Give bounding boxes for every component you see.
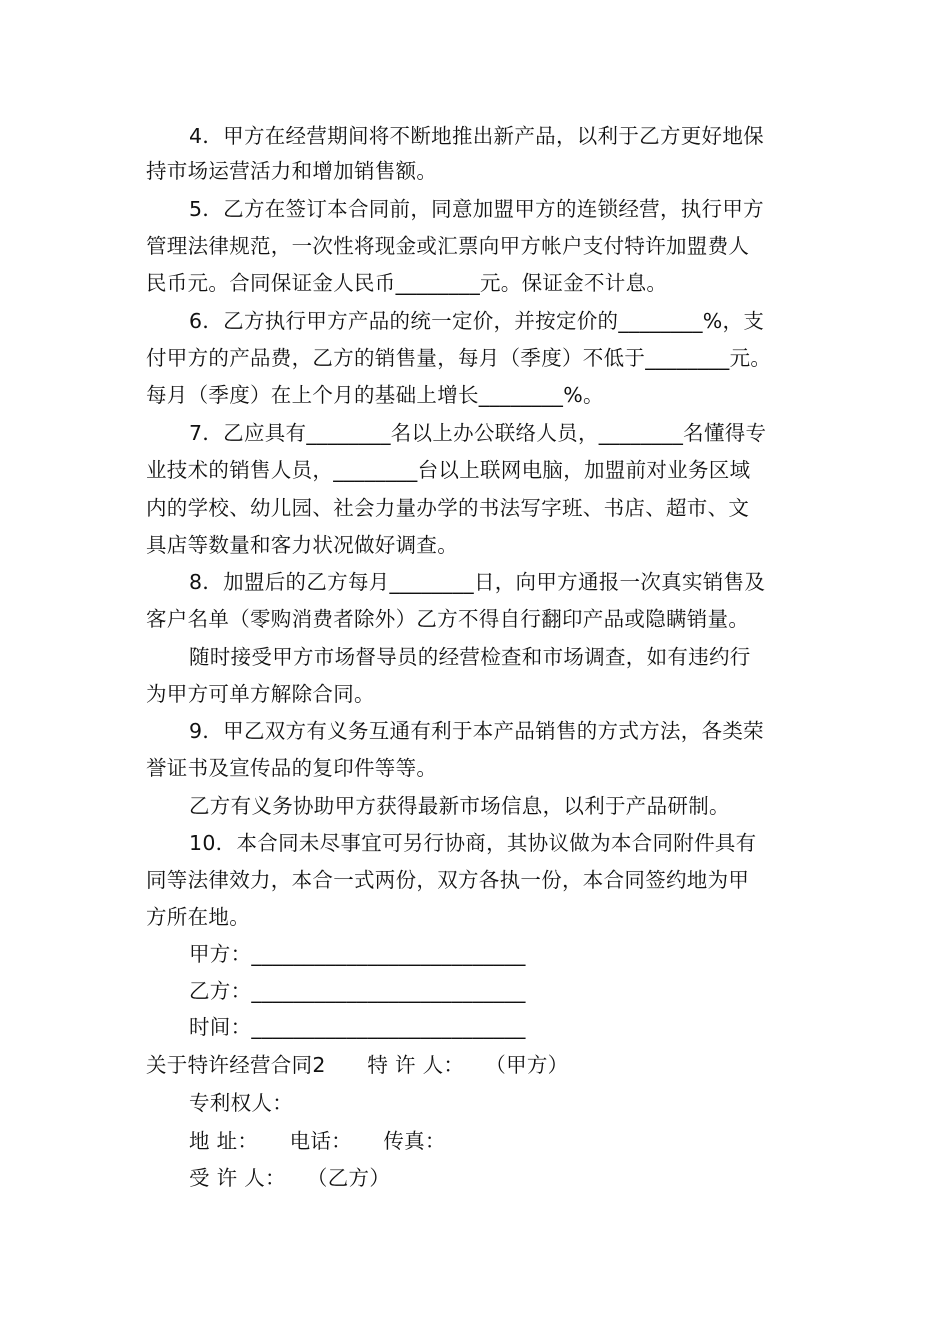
address-contact-line: 地 址： 电话： 传真： xyxy=(189,1129,446,1153)
contract-2-heading: 关于特许经营合同2 特 许 人： （甲方） xyxy=(146,1053,569,1077)
para-9-line-2: 誉证书及宣传品的复印件等等。 xyxy=(146,756,438,780)
para-4-line-2: 持市场运营活力和增加销售额。 xyxy=(146,159,438,183)
para-6-line-3: 每月（季度）在上个月的基础上增长________%。 xyxy=(146,383,604,407)
para-7-line-1: 7．乙应具有________名以上办公联络人员，________名懂得专 xyxy=(189,421,767,445)
para-7-line-2: 业技术的销售人员，________台以上联网电脑，加盟前对业务区域 xyxy=(146,458,751,482)
para-4-line-1: 4．甲方在经营期间将不断地推出新产品，以利于乙方更好地保 xyxy=(189,124,764,148)
para-9-line-1: 9．甲乙双方有义务互通有利于本产品销售的方式方法，各类荣 xyxy=(189,719,764,743)
para-10-line-2: 同等法律效力，本合一式两份，双方各执一份，本合同签约地为甲 xyxy=(146,868,750,892)
para-8-line-1: 8．加盟后的乙方每月________日，向甲方通报一次真实销售及 xyxy=(189,570,766,594)
para-7-line-4: 具店等数量和客力状况做好调查。 xyxy=(146,533,458,557)
para-6-line-1: 6．乙方执行甲方产品的统一定价，并按定价的________%，支 xyxy=(189,309,765,333)
para-5-line-2: 管理法律规范，一次性将现金或汇票向甲方帐户支付特许加盟费人 xyxy=(146,234,750,258)
patent-holder-line: 专利权人： xyxy=(189,1091,293,1115)
para-10-line-1: 10．本合同未尽事宜可另行协商，其协议做为本合同附件具有 xyxy=(189,831,757,855)
para-5-line-3: 民币元。合同保证金人民币________元。保证金不计息。 xyxy=(146,271,668,295)
para-6-line-2: 付甲方的产品费，乙方的销售量，每月（季度）不低于________元。 xyxy=(146,346,772,370)
signature-date: 时间：__________________________ xyxy=(189,1015,526,1039)
para-7-line-3: 内的学校、幼儿园、社会力量办学的书法写字班、书店、超市、文 xyxy=(146,496,750,520)
para-9b-line-1: 乙方有义务协助甲方获得最新市场信息，以利于产品研制。 xyxy=(189,794,730,818)
para-8b-line-1: 随时接受甲方市场督导员的经营检查和市场调查，如有违约行 xyxy=(189,645,751,669)
para-8-line-2: 客户名单（零购消费者除外）乙方不得自行翻印产品或隐瞒销量。 xyxy=(146,607,750,631)
para-8b-line-2: 为甲方可单方解除合同。 xyxy=(146,682,375,706)
signature-party-b: 乙方：__________________________ xyxy=(189,979,526,1003)
licensee-line: 受 许 人： （乙方） xyxy=(189,1166,391,1190)
signature-party-a: 甲方：__________________________ xyxy=(189,942,526,966)
para-10-line-3: 方所在地。 xyxy=(146,905,250,929)
para-5-line-1: 5．乙方在签订本合同前，同意加盟甲方的连锁经营，执行甲方 xyxy=(189,197,764,221)
